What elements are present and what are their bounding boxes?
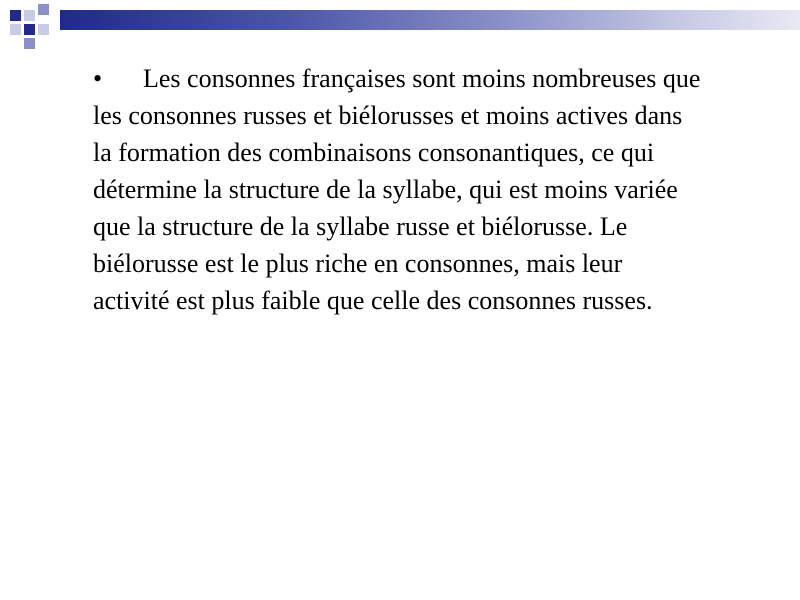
checkered-corner-decoration bbox=[0, 0, 64, 50]
decor-square bbox=[10, 24, 21, 35]
bullet-paragraph bbox=[93, 60, 703, 319]
decor-square bbox=[24, 24, 35, 35]
decor-square bbox=[24, 10, 35, 21]
header-gradient-bar bbox=[60, 10, 800, 30]
decor-square bbox=[38, 24, 49, 35]
bullet-text: Les consonnes françaises sont moins nombreuses que les consonnes russes et biélorusses et moins actives dans la formation des combinaisons consonantiques, ce qui détermine la structure de la syllabe, qui est moins variée que la structure de la syllabe russe et biélorusse. Le biélorusse est le plus riche en consonnes, mais leur activité est plus faible que celle des consonnes russes. bbox=[93, 64, 701, 315]
decor-square bbox=[10, 10, 21, 21]
decor-square bbox=[38, 4, 49, 15]
slide-body bbox=[93, 60, 703, 319]
decor-square bbox=[24, 38, 35, 49]
bullet-icon: • bbox=[93, 64, 103, 93]
